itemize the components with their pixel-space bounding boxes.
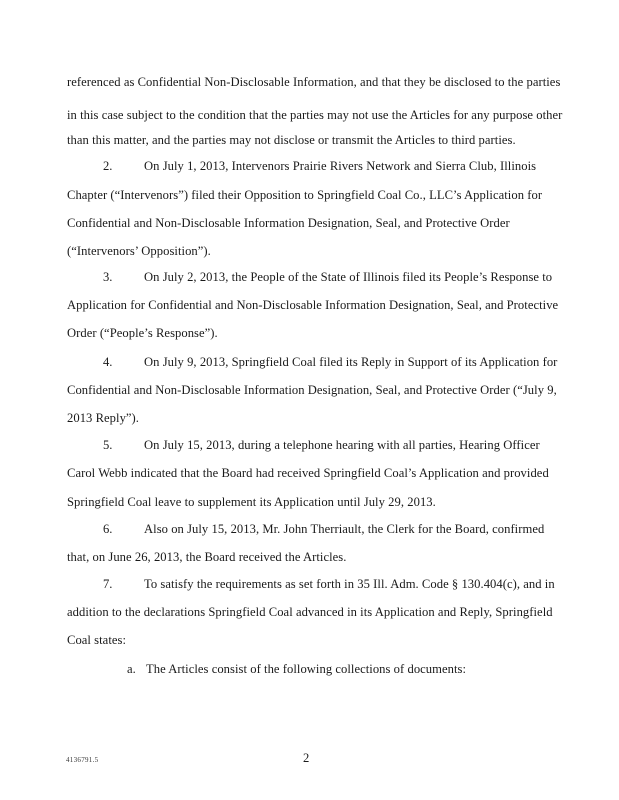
- intro-line-1: referenced as Confidential Non-Disclosable Information, and that they be disclosed to the parties: [67, 75, 561, 89]
- paragraph-2-line-4: (“Intervenors’ Opposition”).: [67, 244, 211, 258]
- footer-document-id: 4136791.5: [66, 756, 99, 764]
- paragraph-4-number: 4.: [103, 355, 113, 369]
- paragraph-5-number: 5.: [103, 438, 113, 452]
- page-number: 2: [303, 751, 310, 765]
- paragraph-7-line-3: Coal states:: [67, 633, 127, 647]
- subitem-a-text: The Articles consist of the following collections of documents:: [146, 662, 467, 676]
- paragraph-5-line-2: Carol Webb indicated that the Board had received Springfield Coal’s Application and provided: [67, 466, 549, 480]
- paragraph-6-line-2: that, on June 26, 2013, the Board received the Articles.: [67, 550, 347, 564]
- paragraph-6-number: 6.: [103, 522, 113, 536]
- paragraph-3-line-2: Application for Confidential and Non-Disclosable Information Designation, Seal, and Protective: [67, 298, 559, 312]
- paragraph-4-line-2: Confidential and Non-Disclosable Information Designation, Seal, and Protective Order (“July 9,: [67, 383, 557, 397]
- paragraph-3-number: 3.: [103, 270, 113, 284]
- paragraph-2-number: 2.: [103, 159, 113, 173]
- intro-line-2: in this case subject to the condition that the parties may not use the Articles for any purpose other: [67, 108, 563, 122]
- paragraph-3-line-3: Order (“People’s Response”).: [67, 326, 218, 340]
- intro-line-3: than this matter, and the parties may not disclose or transmit the Articles to third parties.: [67, 133, 516, 147]
- paragraph-5-line-3: Springfield Coal leave to supplement its Application until July 29, 2013.: [67, 495, 436, 509]
- paragraph-5-line-1: On July 15, 2013, during a telephone hearing with all parties, Hearing Officer: [144, 438, 540, 452]
- paragraph-7-line-2: addition to the declarations Springfield Coal advanced in its Application and Reply, Springfield: [67, 605, 553, 619]
- subitem-a-label: a.: [127, 662, 136, 676]
- paragraph-4-line-3: 2013 Reply”).: [67, 411, 140, 425]
- paragraph-7-number: 7.: [103, 577, 113, 591]
- paragraph-7-line-1: To satisfy the requirements as set forth in 35 Ill. Adm. Code § 130.404(c), and in: [144, 577, 555, 591]
- paragraph-3-line-1: On July 2, 2013, the People of the State of Illinois filed its People’s Response to: [144, 270, 553, 284]
- paragraph-4-line-1: On July 9, 2013, Springfield Coal filed its Reply in Support of its Application for: [144, 355, 558, 369]
- paragraph-6-line-1: Also on July 15, 2013, Mr. John Therriault, the Clerk for the Board, confirmed: [144, 522, 545, 536]
- paragraph-2-line-2: Chapter (“Intervenors”) filed their Opposition to Springfield Coal Co., LLC’s Application for: [67, 188, 543, 202]
- paragraph-2-line-3: Confidential and Non-Disclosable Information Designation, Seal, and Protective Order: [67, 216, 510, 230]
- paragraph-2-line-1: On July 1, 2013, Intervenors Prairie Rivers Network and Sierra Club, Illinois: [144, 159, 537, 173]
